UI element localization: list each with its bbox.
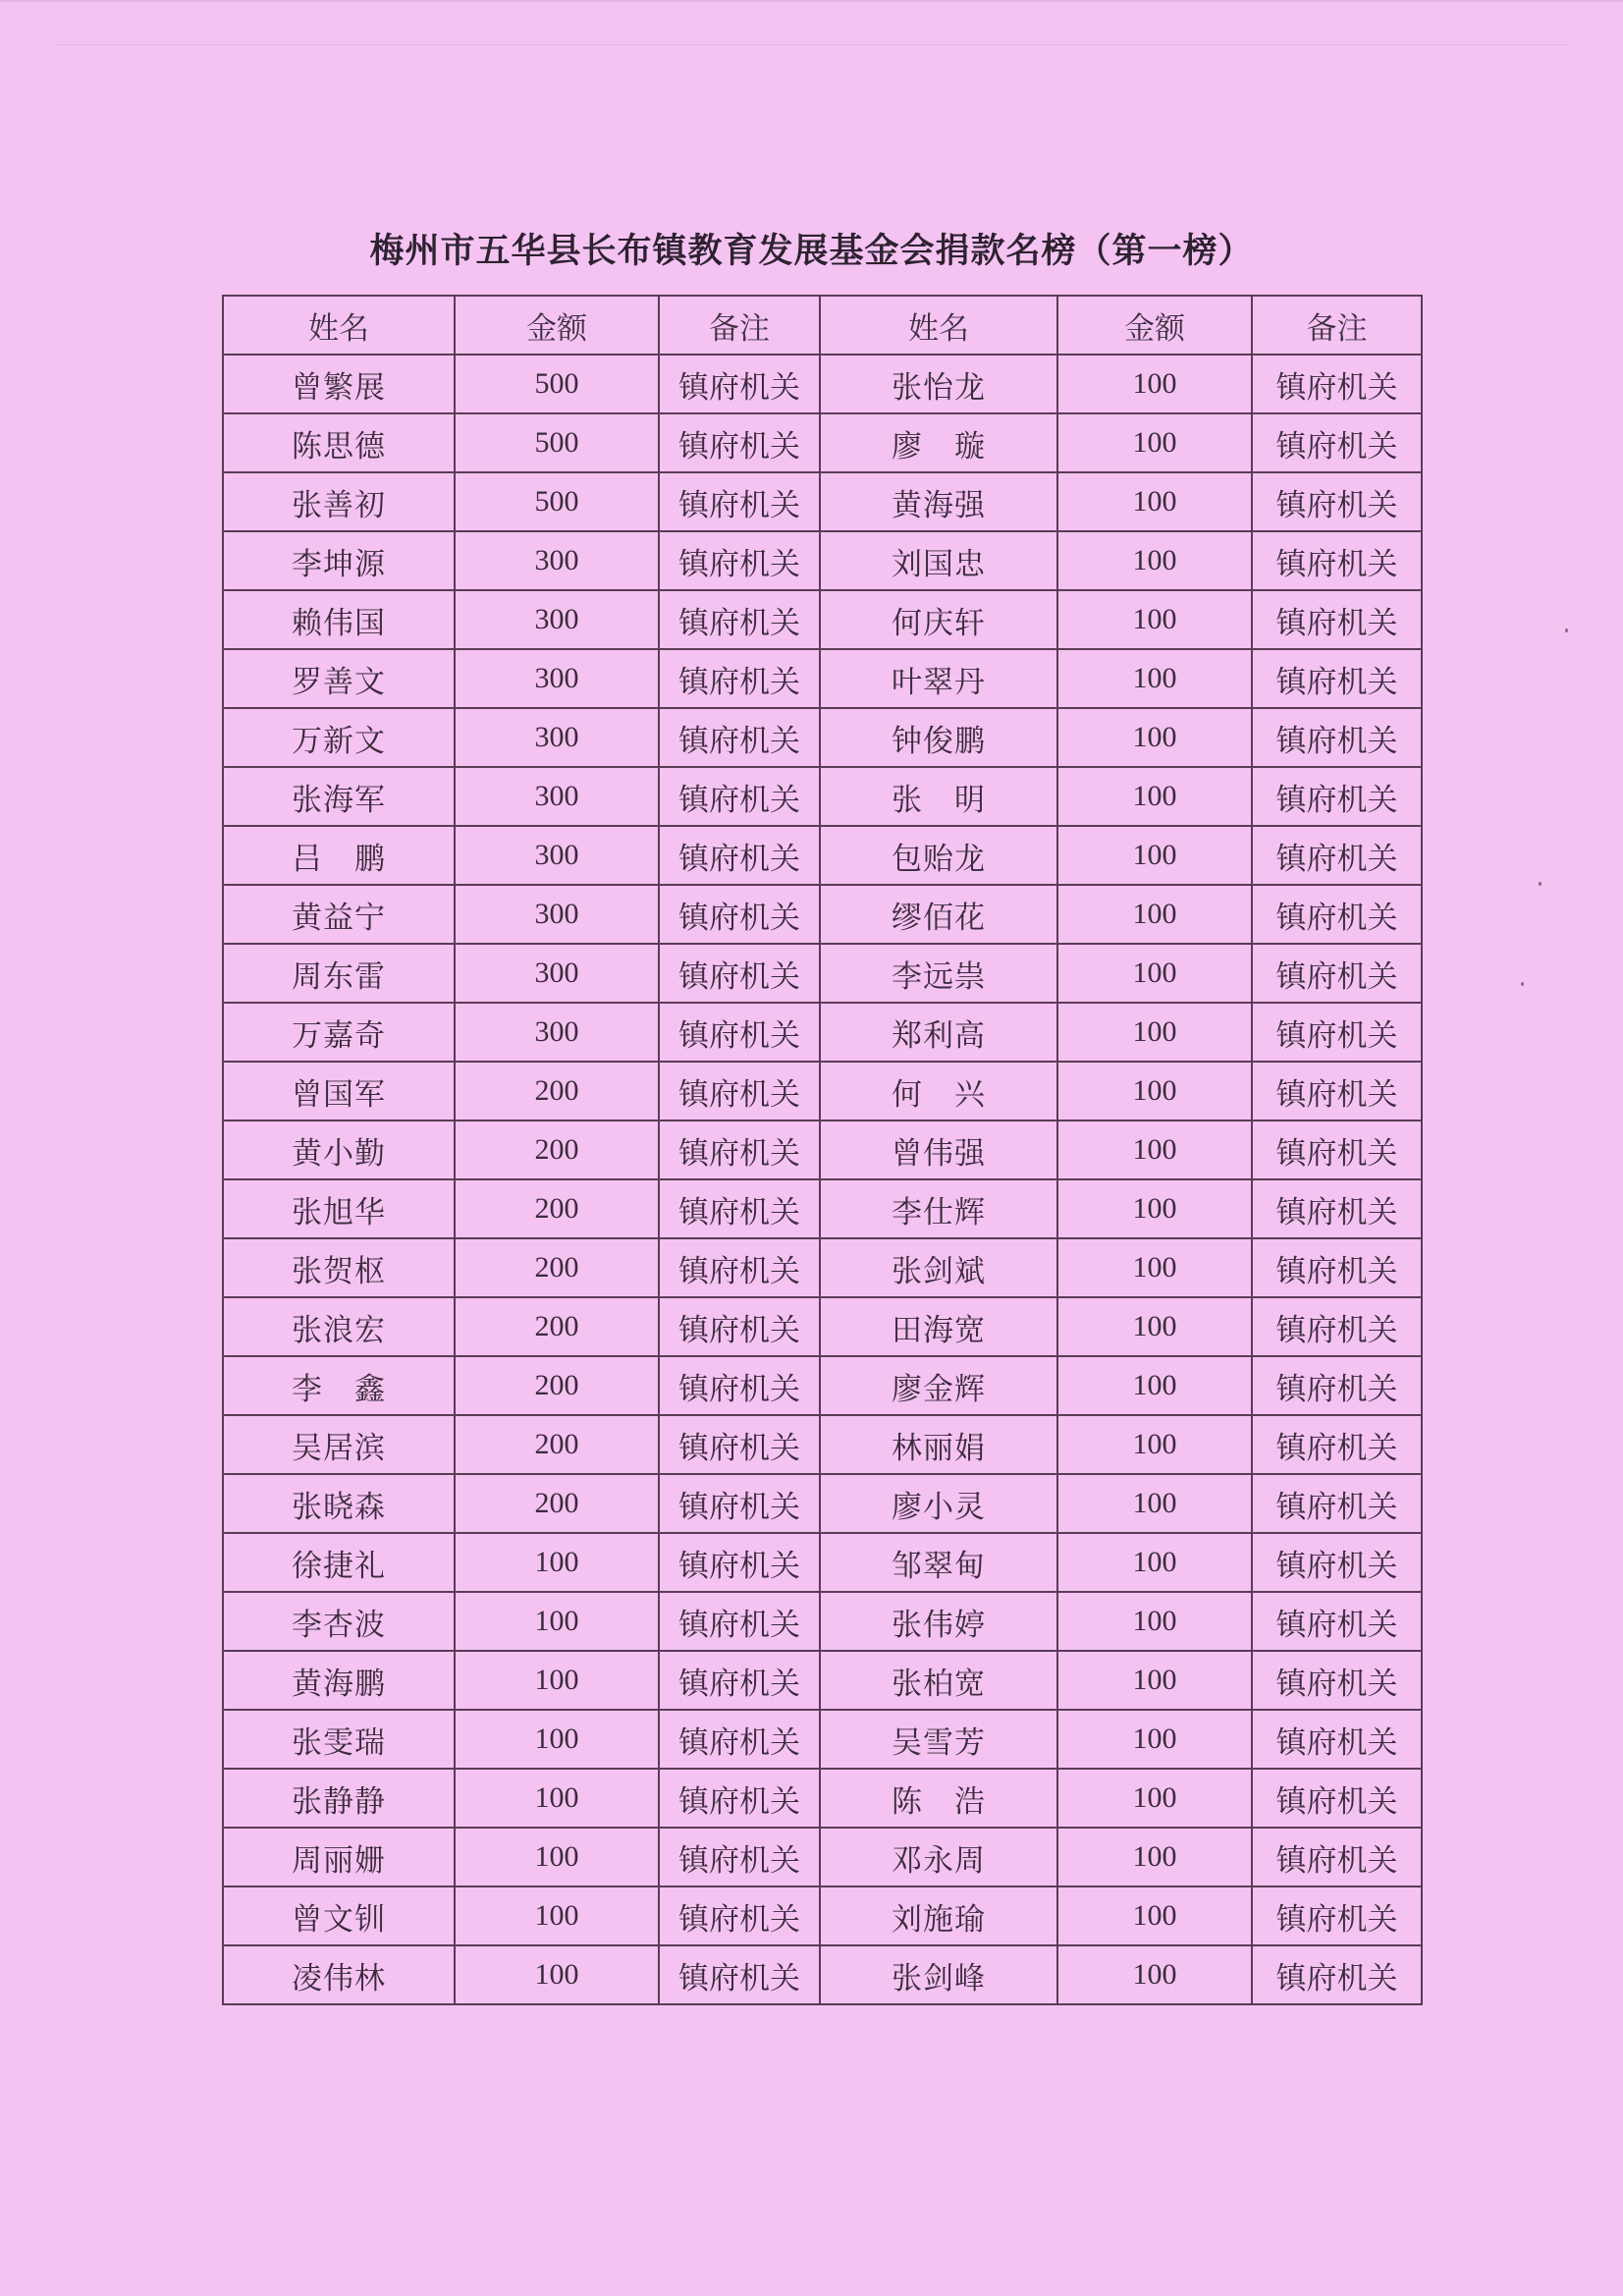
- remark-cell: 镇府机关: [1252, 1238, 1422, 1297]
- table-row: [223, 1828, 1422, 1886]
- donor-name-cell: 曾国军: [223, 1062, 455, 1121]
- remark-cell: 镇府机关: [659, 826, 820, 885]
- donor-name-cell: 周东雷: [223, 944, 455, 1003]
- table-row: [223, 1356, 1422, 1415]
- table-row: [223, 1592, 1422, 1651]
- donor-name-cell: 李杏波: [223, 1592, 455, 1651]
- table-row: [223, 1062, 1422, 1121]
- remark-cell: 镇府机关: [659, 355, 820, 413]
- donor-name-cell: 张晓森: [223, 1474, 455, 1533]
- remark-cell: 镇府机关: [1252, 590, 1422, 649]
- amount-cell: 300: [455, 531, 659, 590]
- donor-name-cell: 廖金辉: [820, 1356, 1057, 1415]
- amount-cell: 200: [455, 1062, 659, 1121]
- remark-cell: 镇府机关: [1252, 1121, 1422, 1179]
- remark-cell: 镇府机关: [1252, 885, 1422, 944]
- table-row: [223, 1651, 1422, 1710]
- amount-cell: 100: [1057, 355, 1252, 413]
- donor-name-cell: 李 鑫: [223, 1356, 455, 1415]
- donor-name-cell: 曾伟强: [820, 1121, 1057, 1179]
- remark-cell: 镇府机关: [659, 590, 820, 649]
- remark-cell: 镇府机关: [659, 1474, 820, 1533]
- donor-name-cell: 凌伟林: [223, 1945, 455, 2004]
- table-row: [223, 1297, 1422, 1356]
- remark-cell: 镇府机关: [1252, 767, 1422, 826]
- donor-name-cell: 钟俊鹏: [820, 708, 1057, 767]
- donor-name-cell: 陈 浩: [820, 1769, 1057, 1828]
- remark-cell: 镇府机关: [659, 1769, 820, 1828]
- header-name-right: 姓名: [820, 296, 1057, 355]
- donor-name-cell: 万嘉奇: [223, 1003, 455, 1062]
- amount-cell: 100: [1057, 1297, 1252, 1356]
- remark-cell: 镇府机关: [659, 649, 820, 708]
- table-row: [223, 413, 1422, 472]
- donor-name-cell: 张旭华: [223, 1179, 455, 1238]
- amount-cell: 500: [455, 413, 659, 472]
- remark-cell: 镇府机关: [659, 1710, 820, 1769]
- donor-name-cell: 赖伟国: [223, 590, 455, 649]
- donor-name-cell: 邹翠甸: [820, 1533, 1057, 1592]
- header-note-right: 备注: [1252, 296, 1422, 355]
- amount-cell: 300: [455, 767, 659, 826]
- remark-cell: 镇府机关: [1252, 1415, 1422, 1474]
- remark-cell: 镇府机关: [659, 1297, 820, 1356]
- amount-cell: 200: [455, 1356, 659, 1415]
- amount-cell: 100: [1057, 708, 1252, 767]
- donor-name-cell: 刘施瑜: [820, 1886, 1057, 1945]
- amount-cell: 100: [1057, 1651, 1252, 1710]
- remark-cell: 镇府机关: [659, 1533, 820, 1592]
- table-row: [223, 1474, 1422, 1533]
- remark-cell: 镇府机关: [659, 885, 820, 944]
- donor-name-cell: 缪佰花: [820, 885, 1057, 944]
- donor-name-cell: 万新文: [223, 708, 455, 767]
- amount-cell: 300: [455, 1003, 659, 1062]
- remark-cell: 镇府机关: [1252, 1003, 1422, 1062]
- remark-cell: 镇府机关: [1252, 708, 1422, 767]
- amount-cell: 100: [1057, 649, 1252, 708]
- remark-cell: 镇府机关: [659, 944, 820, 1003]
- donor-name-cell: 叶翠丹: [820, 649, 1057, 708]
- remark-cell: 镇府机关: [659, 1592, 820, 1651]
- remark-cell: 镇府机关: [1252, 1769, 1422, 1828]
- remark-cell: 镇府机关: [1252, 1945, 1422, 2004]
- donor-name-cell: 郑利高: [820, 1003, 1057, 1062]
- donor-name-cell: 张海军: [223, 767, 455, 826]
- donor-name-cell: 邓永周: [820, 1828, 1057, 1886]
- amount-cell: 100: [455, 1828, 659, 1886]
- remark-cell: 镇府机关: [659, 1003, 820, 1062]
- remark-cell: 镇府机关: [659, 708, 820, 767]
- table-header-row: [223, 296, 1422, 355]
- amount-cell: 100: [1057, 885, 1252, 944]
- amount-cell: 300: [455, 944, 659, 1003]
- donor-name-cell: 张剑斌: [820, 1238, 1057, 1297]
- table-row: [223, 590, 1422, 649]
- table-row: [223, 1003, 1422, 1062]
- amount-cell: 100: [1057, 1828, 1252, 1886]
- amount-cell: 100: [1057, 1356, 1252, 1415]
- donor-name-cell: 黄海强: [820, 472, 1057, 531]
- remark-cell: 镇府机关: [1252, 1474, 1422, 1533]
- amount-cell: 100: [455, 1592, 659, 1651]
- donor-name-cell: 张 明: [820, 767, 1057, 826]
- remark-cell: 镇府机关: [659, 1886, 820, 1945]
- remark-cell: 镇府机关: [1252, 531, 1422, 590]
- amount-cell: 100: [455, 1886, 659, 1945]
- donor-name-cell: 黄小勤: [223, 1121, 455, 1179]
- amount-cell: 200: [455, 1238, 659, 1297]
- remark-cell: 镇府机关: [1252, 1356, 1422, 1415]
- table-row: [223, 1886, 1422, 1945]
- table-row: [223, 1769, 1422, 1828]
- scan-artifact-line: [54, 44, 1569, 45]
- amount-cell: 100: [1057, 1886, 1252, 1945]
- amount-cell: 200: [455, 1415, 659, 1474]
- remark-cell: 镇府机关: [1252, 472, 1422, 531]
- amount-cell: 100: [1057, 531, 1252, 590]
- donor-name-cell: 李远祟: [820, 944, 1057, 1003]
- remark-cell: 镇府机关: [659, 1828, 820, 1886]
- remark-cell: 镇府机关: [1252, 1710, 1422, 1769]
- donor-name-cell: 包贻龙: [820, 826, 1057, 885]
- amount-cell: 100: [455, 1945, 659, 2004]
- donor-name-cell: 徐捷礼: [223, 1533, 455, 1592]
- amount-cell: 300: [455, 885, 659, 944]
- donor-name-cell: 张贺枢: [223, 1238, 455, 1297]
- remark-cell: 镇府机关: [1252, 944, 1422, 1003]
- amount-cell: 200: [455, 1474, 659, 1533]
- remark-cell: 镇府机关: [659, 1238, 820, 1297]
- table-row: [223, 767, 1422, 826]
- amount-cell: 300: [455, 649, 659, 708]
- amount-cell: 100: [1057, 1710, 1252, 1769]
- table-row: [223, 472, 1422, 531]
- remark-cell: 镇府机关: [659, 1945, 820, 2004]
- table-row: [223, 826, 1422, 885]
- table-row: [223, 1945, 1422, 2004]
- donor-name-cell: 张剑峰: [820, 1945, 1057, 2004]
- donor-name-cell: 张雯瑞: [223, 1710, 455, 1769]
- header-amount-right: 金额: [1057, 296, 1252, 355]
- amount-cell: 100: [1057, 1003, 1252, 1062]
- table-row: [223, 885, 1422, 944]
- remark-cell: 镇府机关: [659, 1121, 820, 1179]
- donor-name-cell: 周丽姗: [223, 1828, 455, 1886]
- table-row: [223, 708, 1422, 767]
- donor-name-cell: 吴雪芳: [820, 1710, 1057, 1769]
- scan-speck: [1565, 629, 1568, 632]
- remark-cell: 镇府机关: [659, 767, 820, 826]
- remark-cell: 镇府机关: [1252, 649, 1422, 708]
- donation-table: [222, 295, 1423, 2005]
- table-row: [223, 649, 1422, 708]
- donor-name-cell: 廖小灵: [820, 1474, 1057, 1533]
- table-row: [223, 531, 1422, 590]
- donor-name-cell: 李仕辉: [820, 1179, 1057, 1238]
- scan-speck: [1521, 982, 1524, 986]
- donor-name-cell: 张浪宏: [223, 1297, 455, 1356]
- remark-cell: 镇府机关: [1252, 1179, 1422, 1238]
- amount-cell: 100: [1057, 413, 1252, 472]
- remark-cell: 镇府机关: [1252, 826, 1422, 885]
- header-note-left: 备注: [659, 296, 820, 355]
- amount-cell: 100: [455, 1769, 659, 1828]
- remark-cell: 镇府机关: [659, 1179, 820, 1238]
- remark-cell: 镇府机关: [659, 1415, 820, 1474]
- amount-cell: 100: [455, 1710, 659, 1769]
- remark-cell: 镇府机关: [659, 1062, 820, 1121]
- donor-name-cell: 曾繁展: [223, 355, 455, 413]
- amount-cell: 100: [455, 1533, 659, 1592]
- amount-cell: 100: [1057, 1179, 1252, 1238]
- table-body: [223, 355, 1422, 2004]
- table-row: [223, 1710, 1422, 1769]
- donor-name-cell: 吴居滨: [223, 1415, 455, 1474]
- remark-cell: 镇府机关: [1252, 1297, 1422, 1356]
- amount-cell: 100: [1057, 1062, 1252, 1121]
- table-row: [223, 1121, 1422, 1179]
- donor-name-cell: 廖 璇: [820, 413, 1057, 472]
- remark-cell: 镇府机关: [1252, 413, 1422, 472]
- amount-cell: 100: [1057, 767, 1252, 826]
- amount-cell: 100: [1057, 1533, 1252, 1592]
- donor-name-cell: 何 兴: [820, 1062, 1057, 1121]
- remark-cell: 镇府机关: [1252, 1828, 1422, 1886]
- remark-cell: 镇府机关: [1252, 1651, 1422, 1710]
- donor-name-cell: 黄海鹏: [223, 1651, 455, 1710]
- document-title: 梅州市五华县长布镇教育发展基金会捐款名榜（第一榜）: [369, 232, 1254, 271]
- donor-name-cell: 刘国忠: [820, 531, 1057, 590]
- amount-cell: 100: [1057, 472, 1252, 531]
- amount-cell: 100: [1057, 1592, 1252, 1651]
- amount-cell: 300: [455, 708, 659, 767]
- amount-cell: 100: [1057, 826, 1252, 885]
- remark-cell: 镇府机关: [659, 531, 820, 590]
- donor-name-cell: 陈思德: [223, 413, 455, 472]
- amount-cell: 100: [455, 1651, 659, 1710]
- amount-cell: 100: [1057, 944, 1252, 1003]
- amount-cell: 100: [1057, 1945, 1252, 2004]
- table-row: [223, 1415, 1422, 1474]
- table-row: [223, 944, 1422, 1003]
- amount-cell: 500: [455, 355, 659, 413]
- amount-cell: 200: [455, 1297, 659, 1356]
- donor-name-cell: 曾文钏: [223, 1886, 455, 1945]
- amount-cell: 300: [455, 590, 659, 649]
- table-row: [223, 355, 1422, 413]
- scan-speck: [1539, 882, 1542, 886]
- donor-name-cell: 何庆轩: [820, 590, 1057, 649]
- donor-name-cell: 张怡龙: [820, 355, 1057, 413]
- remark-cell: 镇府机关: [1252, 355, 1422, 413]
- remark-cell: 镇府机关: [1252, 1592, 1422, 1651]
- donor-name-cell: 张静静: [223, 1769, 455, 1828]
- remark-cell: 镇府机关: [1252, 1062, 1422, 1121]
- remark-cell: 镇府机关: [659, 472, 820, 531]
- remark-cell: 镇府机关: [659, 1651, 820, 1710]
- amount-cell: 100: [1057, 1415, 1252, 1474]
- amount-cell: 200: [455, 1121, 659, 1179]
- table-row: [223, 1238, 1422, 1297]
- amount-cell: 300: [455, 826, 659, 885]
- header-amount-left: 金额: [455, 296, 659, 355]
- amount-cell: 100: [1057, 1769, 1252, 1828]
- amount-cell: 500: [455, 472, 659, 531]
- amount-cell: 200: [455, 1179, 659, 1238]
- donor-name-cell: 罗善文: [223, 649, 455, 708]
- donor-name-cell: 李坤源: [223, 531, 455, 590]
- donor-name-cell: 张柏宽: [820, 1651, 1057, 1710]
- remark-cell: 镇府机关: [659, 1356, 820, 1415]
- donor-name-cell: 林丽娟: [820, 1415, 1057, 1474]
- amount-cell: 100: [1057, 1121, 1252, 1179]
- donor-name-cell: 吕 鹏: [223, 826, 455, 885]
- amount-cell: 100: [1057, 590, 1252, 649]
- donor-name-cell: 张伟婷: [820, 1592, 1057, 1651]
- table-row: [223, 1179, 1422, 1238]
- donor-name-cell: 田海宽: [820, 1297, 1057, 1356]
- donor-name-cell: 黄益宁: [223, 885, 455, 944]
- donor-name-cell: 张善初: [223, 472, 455, 531]
- remark-cell: 镇府机关: [659, 413, 820, 472]
- table-row: [223, 1533, 1422, 1592]
- amount-cell: 100: [1057, 1474, 1252, 1533]
- remark-cell: 镇府机关: [1252, 1886, 1422, 1945]
- header-name-left: 姓名: [223, 296, 455, 355]
- amount-cell: 100: [1057, 1238, 1252, 1297]
- remark-cell: 镇府机关: [1252, 1533, 1422, 1592]
